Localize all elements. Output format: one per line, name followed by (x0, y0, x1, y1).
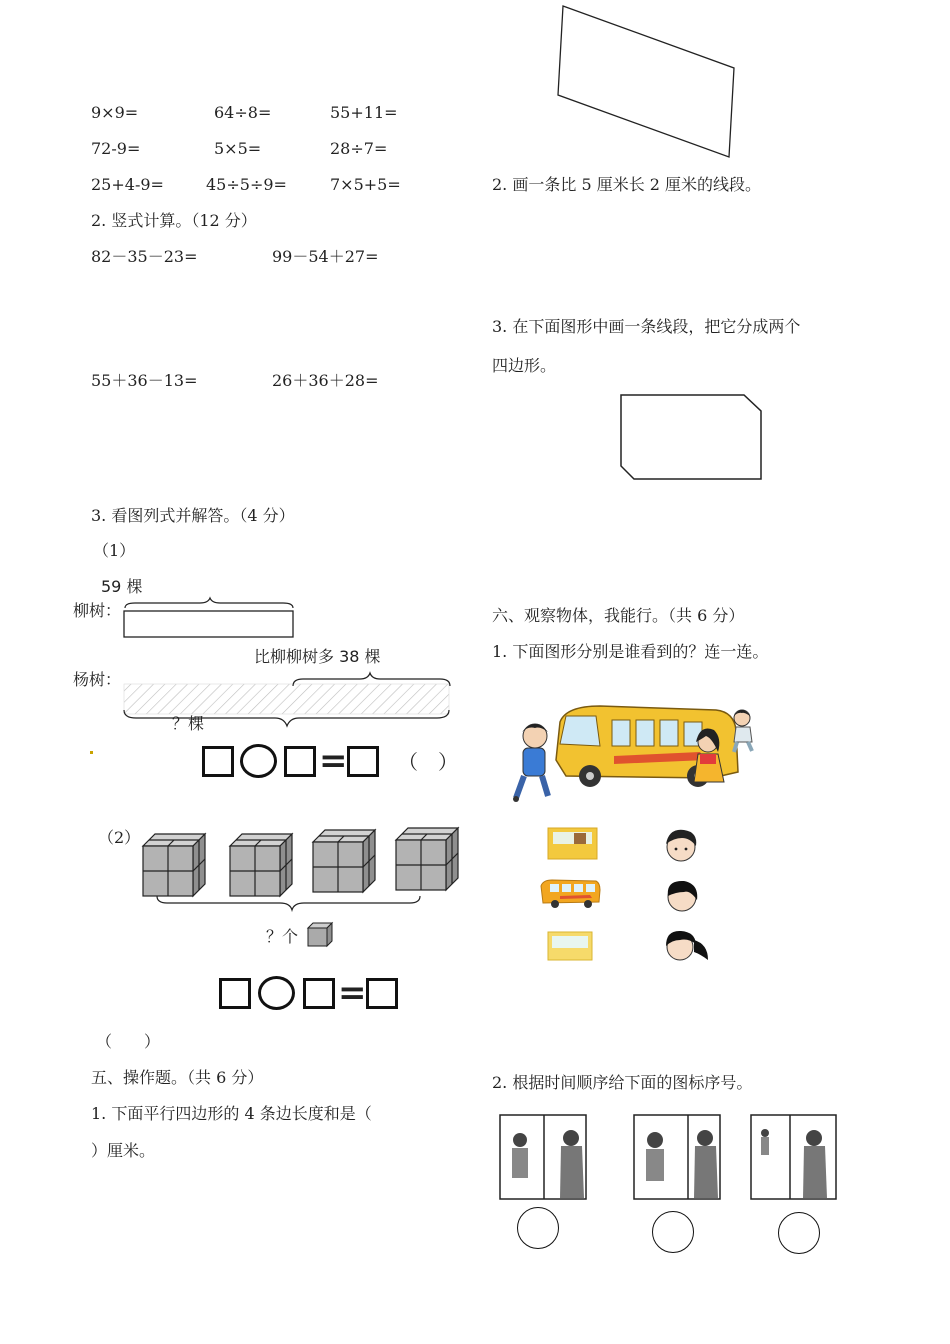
order-answer-circle-2[interactable] (652, 1211, 694, 1253)
time-panel-2 (634, 1115, 720, 1199)
oral-calc-5: 5×5= (214, 139, 262, 158)
unknown-cubes-label: ？个 (266, 927, 299, 946)
section6-heading: 六、观察物体，我能行。（共 6 分） (492, 606, 745, 625)
section6-q1: 1. 下面图形分别是谁看到的？连一连。 (492, 642, 769, 661)
oral-calc-4: 72-9= (91, 139, 141, 158)
order-answer-circle-1[interactable] (517, 1207, 559, 1249)
section5-marks: （共 6 分） (187, 1068, 264, 1087)
unknown-trees-label: ？棵 (172, 714, 205, 733)
vertical-calc-3: 55＋36－13= (91, 371, 198, 390)
section6-q2: 2. 根据时间顺序给下面的图标序号。 (492, 1073, 753, 1092)
equals-sign: = (319, 741, 348, 781)
poplar-label: 杨树： (73, 670, 122, 689)
part2-label: （2） (98, 828, 141, 847)
time-panel-3 (751, 1115, 836, 1199)
section5-q1-line2: ）厘米。 (91, 1141, 156, 1160)
section5-q2: 2. 画一条比 5 厘米长 2 厘米的线段。 (492, 175, 762, 194)
part1-label: （1） (93, 541, 136, 560)
vertical-calc-heading: 2. 竖式计算。（12 分） (91, 211, 257, 230)
section5-q3-line1: 3. 在下面图形中画一条线段，把它分成两个 (492, 317, 801, 336)
oral-calc-9: 7×5+5= (330, 175, 401, 194)
willow-label: 柳树： (73, 601, 122, 620)
oral-calc-2: 64÷8= (214, 103, 272, 122)
oral-calc-6: 28÷7= (330, 139, 388, 158)
time-panel-1 (500, 1115, 586, 1199)
section5-q3-line2: 四边形。 (492, 356, 557, 375)
oral-calc-1: 9×9= (91, 103, 139, 122)
order-answer-circle-3[interactable] (778, 1212, 820, 1254)
vertical-calc-1: 82－35－23= (91, 247, 198, 266)
answer-paren: （ ） (96, 1032, 161, 1051)
oral-calc-7: 25+4-9= (91, 175, 164, 194)
section5-title: 五、操作题。 (91, 1068, 188, 1087)
vertical-calc-2: 99－54＋27= (272, 247, 379, 266)
willow-count-label: 59 棵 (101, 577, 143, 596)
more-trees-label: 比柳柳树多 38 棵 (254, 647, 381, 666)
oral-calc-3: 55+11= (330, 103, 398, 122)
oral-calc-8: 45÷5÷9= (206, 175, 287, 194)
equals-sign: = (338, 973, 367, 1013)
section5-q1-line1: 1. 下面平行四边形的 4 条边长度和是（ (91, 1104, 372, 1123)
vertical-calc-4: 26＋36＋28= (272, 371, 379, 390)
unit-paren: （ ） (398, 750, 458, 774)
picture-problem-heading: 3. 看图列式并解答。（4 分） (91, 506, 295, 525)
